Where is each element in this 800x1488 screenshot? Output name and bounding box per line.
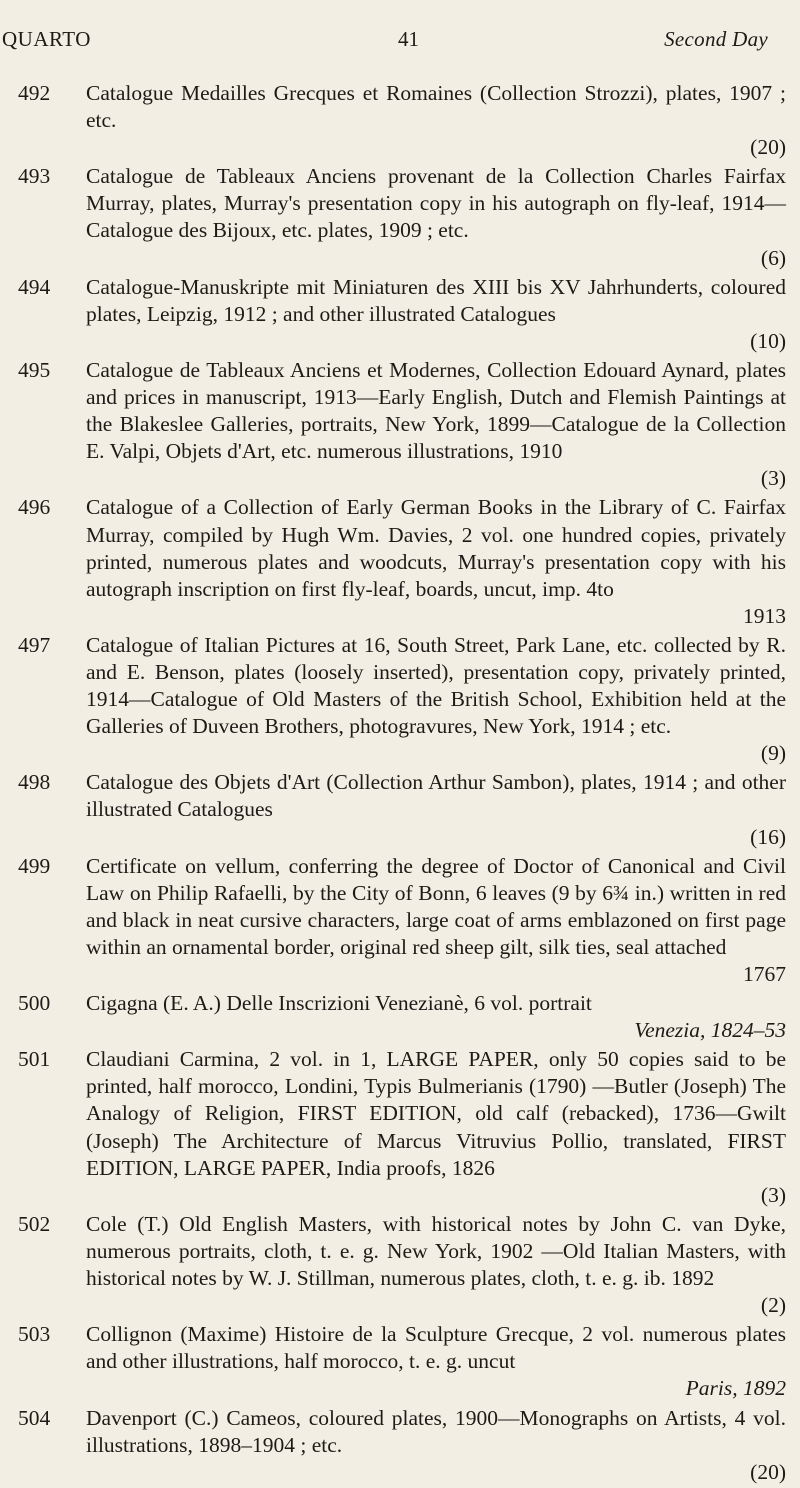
lot-entry <box>0 1405 786 1486</box>
lot-count: (3) <box>760 466 786 491</box>
lot-description <box>86 357 786 492</box>
lot-count: (10) <box>750 328 786 353</box>
lot-number: 499 <box>18 853 51 878</box>
lot-entry <box>0 769 786 850</box>
lot-entry <box>0 357 786 492</box>
lot-number: 504 <box>18 1405 51 1430</box>
lot-text: Claudiani Carmina, 2 vol. in 1, LARGE PAPER, only 50 copies said to be printed, half morocco, Londini, Typis Bulmerianis (1790) —Butler (Joseph) The Analogy of Religion, FIRST EDITION, old calf (rebacked), 1736—Gwilt (Joseph) The Architecture of Marcus Vitruvius Pollio, translated, FIRST EDITION, LARGE PAPER, India proofs, 1826 <box>86 1047 786 1180</box>
lot-number: 497 <box>18 632 51 657</box>
lot-text: Cole (T.) Old English Masters, with historical notes by John C. van Dyke, numerous portraits, cloth, t. e. g. New York, 1902 —Old Italian Masters, with historical notes by W. J. Stillman, numerous plates, cloth, t. e. g. ib. 1892 <box>86 1211 786 1291</box>
lot-number: 502 <box>18 1211 51 1236</box>
lot-entry <box>0 1321 786 1402</box>
lot-number: 498 <box>18 770 51 795</box>
lot-text: Certificate on vellum, conferring the degree of Doctor of Canonical and Civil Law on Philip Rafaelli, by the City of Bonn, 6 leaves (9 by 6¾ in.) written in red and black in neat cursive characters, large coat of arms emblazoned on first page within an ornamental border, original red sheep gilt, silk ties, seal attached <box>86 853 786 959</box>
lot-number: 492 <box>18 81 51 105</box>
lot-text: Catalogue de Tableaux Anciens et Modernes, Collection Edouard Aynard, plates and prices in manuscript, 1913—Early English, Dutch and Flemish Paintings at the Blakeslee Galleries, portraits, New York, 1899—Catalogue de la Collection E. Valpi, Objets d'Art, etc. numerous illustrations, 1910 <box>86 357 786 464</box>
lot-description <box>86 163 786 271</box>
lot-entry <box>0 1211 786 1319</box>
lot-count: (20) <box>750 1459 786 1484</box>
lot-entry <box>0 1046 786 1209</box>
lot-entry <box>0 163 786 271</box>
lot-date: 1913 <box>743 603 786 628</box>
lot-count: (16) <box>750 824 786 849</box>
lot-description <box>86 494 786 629</box>
lot-number: 500 <box>18 991 51 1016</box>
lot-description <box>86 1211 786 1319</box>
lot-number: 494 <box>18 274 51 299</box>
lot-number: 493 <box>18 164 51 189</box>
lot-entry <box>0 990 786 1044</box>
lot-text: Catalogue of Italian Pictures at 16, South Street, Park Lane, etc. collected by R. and E. Benson, plates (loosely inserted), presentation copy, privately printed, 1914—Catalogue of Old Masters of the British School, Exhibition held at the Galleries of Duveen Brothers, photogravures, New York, 1914 ; etc. <box>86 632 786 739</box>
lot-text: Catalogue des Objets d'Art (Collection Arthur Sambon), plates, 1914 ; and other illustrated Catalogues <box>86 770 786 822</box>
lot-list <box>0 80 786 1488</box>
lot-text: Davenport (C.) Cameos, coloured plates, 1900—Monographs on Artists, 4 vol. illustrations, 1898–1904 ; etc. <box>86 1405 786 1457</box>
lot-description <box>86 1321 786 1402</box>
lot-text: Catalogue Medailles Grecques et Romaines (Collection Strozzi), plates, 1907 ; etc. <box>86 81 786 133</box>
lot-entry <box>0 80 786 161</box>
lot-entry <box>0 274 786 355</box>
lot-count: (6) <box>760 245 786 270</box>
lot-description <box>86 274 786 355</box>
lot-date: 1767 <box>743 962 786 986</box>
lot-imprint: Paris, 1892 <box>685 1376 786 1401</box>
lot-description <box>86 990 786 1044</box>
lot-text: Catalogue de Tableaux Anciens provenant de la Collection Charles Fairfax Murray, plates, Murray's presentation copy in his autograph on fly-leaf, 1914—Catalogue des Bijoux, etc. plates, 1909 ; etc. <box>86 164 786 243</box>
lot-entry <box>0 494 786 629</box>
lot-entry <box>0 853 786 988</box>
lot-number: 501 <box>18 1047 51 1072</box>
lot-imprint: Venezia, 1824–53 <box>634 1018 786 1043</box>
page-header <box>2 24 768 54</box>
lot-text: Catalogue-Manuskripte mit Miniaturen des XIII bis XV Jahrhunderts, coloured plates, Leipzig, 1912 ; and other illustrated Catalogues <box>86 274 786 326</box>
lot-description <box>86 1046 786 1209</box>
page-number: 41 <box>398 27 419 51</box>
lot-text: Catalogue of a Collection of Early German Books in the Library of C. Fairfax Murray, compiled by Hugh Wm. Davies, 2 vol. one hundred copies, privately printed, numerous plates and woodcuts, Murray's presentation copy with his autograph inscription on first fly-leaf, boards, uncut, imp. 4to <box>86 495 786 601</box>
lot-description <box>86 853 786 988</box>
sale-day-label: Second Day <box>664 27 768 51</box>
lot-text: Cigagna (E. A.) Delle Inscrizioni Venezianè, 6 vol. portrait <box>86 991 592 1016</box>
lot-count: (2) <box>760 1293 786 1318</box>
lot-number: 503 <box>18 1322 51 1347</box>
lot-count: (3) <box>760 1182 786 1207</box>
lot-count: (9) <box>760 741 786 766</box>
lot-entry <box>0 632 786 767</box>
section-label: QUARTO <box>2 27 91 51</box>
lot-description <box>86 769 786 850</box>
lot-text: Collignon (Maxime) Histoire de la Sculpture Grecque, 2 vol. numerous plates and other illustrations, half morocco, t. e. g. uncut <box>86 1322 786 1374</box>
lot-description <box>86 1405 786 1486</box>
lot-description <box>86 632 786 767</box>
lot-count: (20) <box>750 135 786 160</box>
lot-number: 496 <box>18 495 51 520</box>
lot-number: 495 <box>18 357 51 382</box>
lot-description <box>86 80 786 161</box>
